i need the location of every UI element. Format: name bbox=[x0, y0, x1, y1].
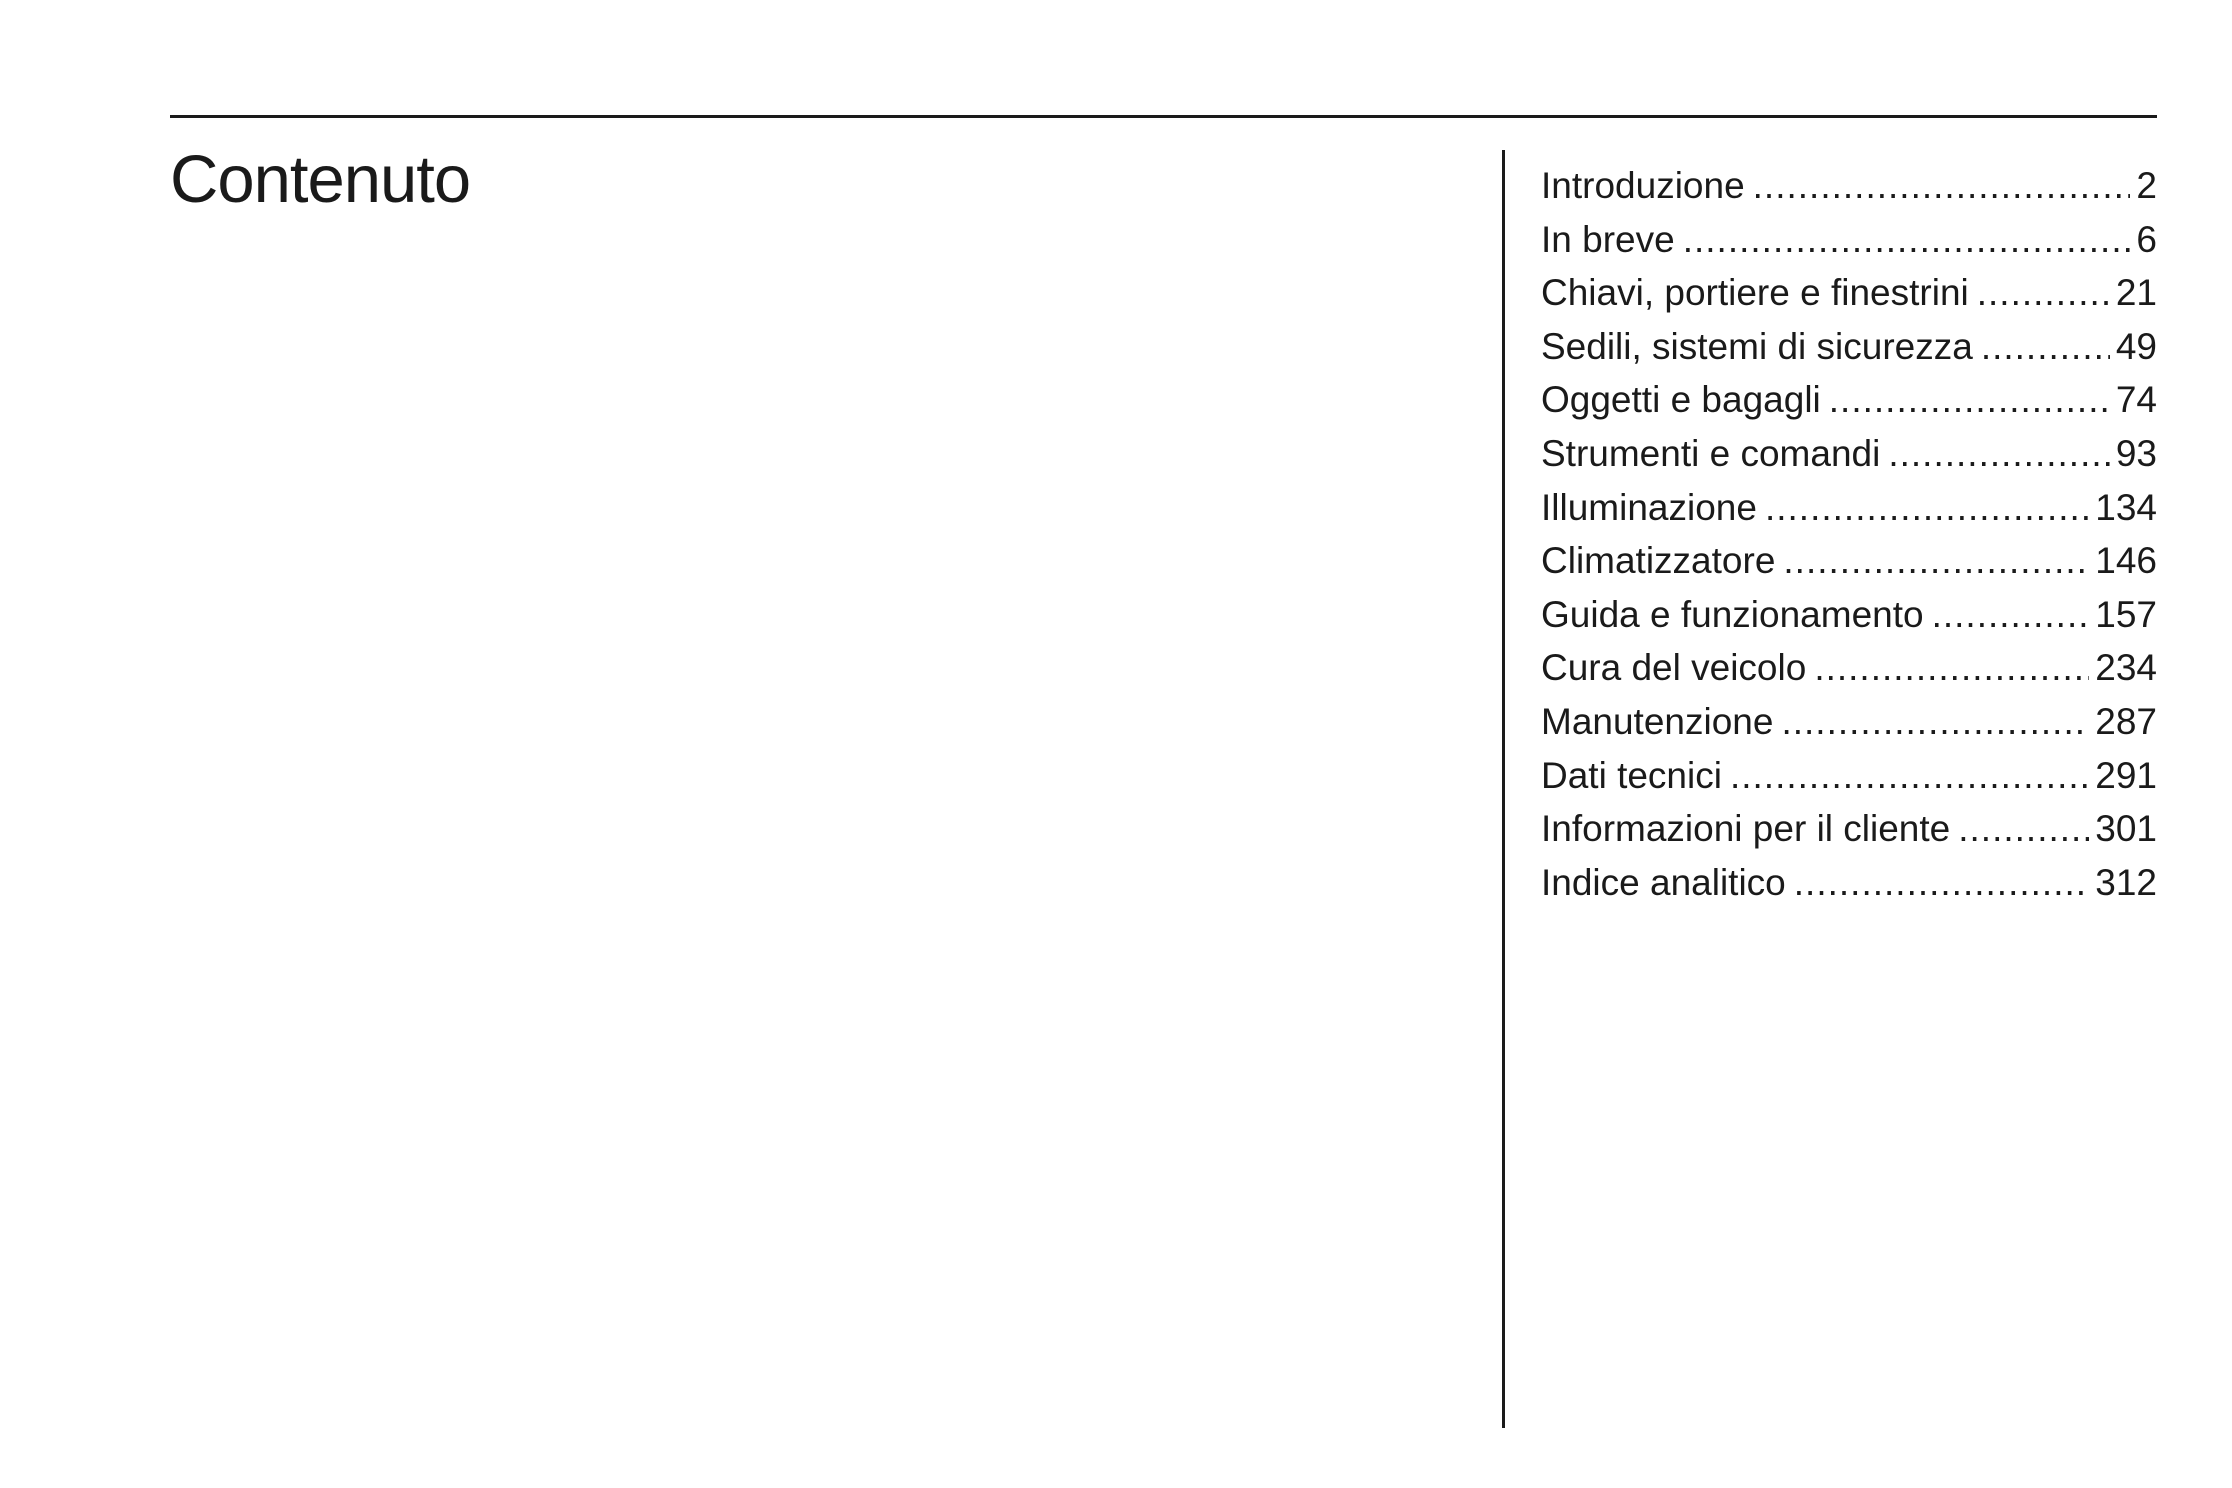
toc-leader-dots bbox=[1753, 159, 2131, 213]
toc-entry-label: Strumenti e comandi bbox=[1541, 432, 1881, 474]
toc-entry-manutenzione[interactable] bbox=[1541, 695, 2157, 749]
toc-entry-cura-veicolo[interactable] bbox=[1541, 641, 2157, 695]
top-rule bbox=[170, 115, 2157, 118]
column-divider bbox=[1502, 150, 1505, 1428]
toc-entry-strumenti-comandi[interactable] bbox=[1541, 427, 2157, 481]
toc-entry-page: 291 bbox=[2095, 754, 2157, 796]
toc-entry-label: Climatizzatore bbox=[1541, 540, 1776, 582]
toc-leader-dots bbox=[1829, 373, 2110, 427]
toc-entry-introduzione[interactable] bbox=[1541, 159, 2157, 213]
toc-leader-dots bbox=[1683, 213, 2131, 267]
toc-entry-label: Dati tecnici bbox=[1541, 754, 1722, 796]
toc-entry-label: Cura del veicolo bbox=[1541, 647, 1807, 689]
toc-entry-page: 93 bbox=[2115, 432, 2157, 474]
toc-entry-page: 2 bbox=[2136, 165, 2157, 206]
toc-entry-label: Indice analitico bbox=[1541, 861, 1786, 903]
toc-entry-page: 157 bbox=[2095, 593, 2157, 635]
toc-leader-dots bbox=[1814, 641, 2089, 695]
toc-entry-page: 49 bbox=[2115, 325, 2157, 367]
toc-entry-label: Chiavi, portiere e finestrini bbox=[1541, 272, 1969, 314]
toc-entry-page: 146 bbox=[2095, 540, 2157, 582]
toc-leader-dots bbox=[1888, 427, 2110, 481]
toc-entry-page: 21 bbox=[2115, 272, 2157, 314]
toc-entry-guida-funzionamento[interactable] bbox=[1541, 588, 2157, 642]
toc-leader-dots bbox=[1765, 481, 2089, 535]
toc-leader-dots bbox=[1932, 588, 2090, 642]
toc-entry-label: Introduzione bbox=[1541, 165, 1745, 206]
toc-entry-page: 312 bbox=[2095, 861, 2157, 903]
toc-leader-dots bbox=[1730, 749, 2089, 803]
toc-leader-dots bbox=[1981, 320, 2110, 374]
toc-entry-label: Sedili, sistemi di sicurezza bbox=[1541, 325, 1973, 367]
toc-entry-oggetti-bagagli[interactable] bbox=[1541, 373, 2157, 427]
toc-entry-label: Informazioni per il cliente bbox=[1541, 808, 1951, 850]
toc-entry-page: 74 bbox=[2115, 379, 2157, 421]
toc-leader-dots bbox=[1977, 266, 2110, 320]
toc-entry-label: Illuminazione bbox=[1541, 486, 1757, 528]
toc-entry-page: 6 bbox=[2136, 218, 2157, 260]
toc-entry-chiavi-portiere-finestrini[interactable] bbox=[1541, 266, 2157, 320]
toc-entry-page: 234 bbox=[2095, 647, 2157, 689]
toc-entry-label: Manutenzione bbox=[1541, 700, 1774, 742]
toc-entry-illuminazione[interactable] bbox=[1541, 481, 2157, 535]
toc-entry-informazioni-cliente[interactable] bbox=[1541, 802, 2157, 856]
toc-entry-dati-tecnici[interactable] bbox=[1541, 749, 2157, 803]
toc-entry-indice-analitico[interactable] bbox=[1541, 856, 2157, 910]
toc-entry-label: In breve bbox=[1541, 218, 1675, 260]
toc-entry-sedili-sistemi-sicurezza[interactable] bbox=[1541, 320, 2157, 374]
toc-entry-page: 287 bbox=[2095, 700, 2157, 742]
toc-leader-dots bbox=[1958, 802, 2089, 856]
toc-entry-climatizzatore[interactable] bbox=[1541, 534, 2157, 588]
toc-entry-page: 134 bbox=[2095, 486, 2157, 528]
toc-entry-page: 301 bbox=[2095, 808, 2157, 850]
page-title: Contenuto bbox=[170, 142, 471, 217]
toc-entry-in-breve[interactable] bbox=[1541, 213, 2157, 267]
toc-entry-label: Guida e funzionamento bbox=[1541, 593, 1924, 635]
toc-leader-dots bbox=[1794, 856, 2090, 910]
toc-leader-dots bbox=[1783, 534, 2089, 588]
toc-leader-dots bbox=[1781, 695, 2089, 749]
toc-entry-label: Oggetti e bagagli bbox=[1541, 379, 1821, 421]
table-of-contents bbox=[1541, 159, 2157, 909]
